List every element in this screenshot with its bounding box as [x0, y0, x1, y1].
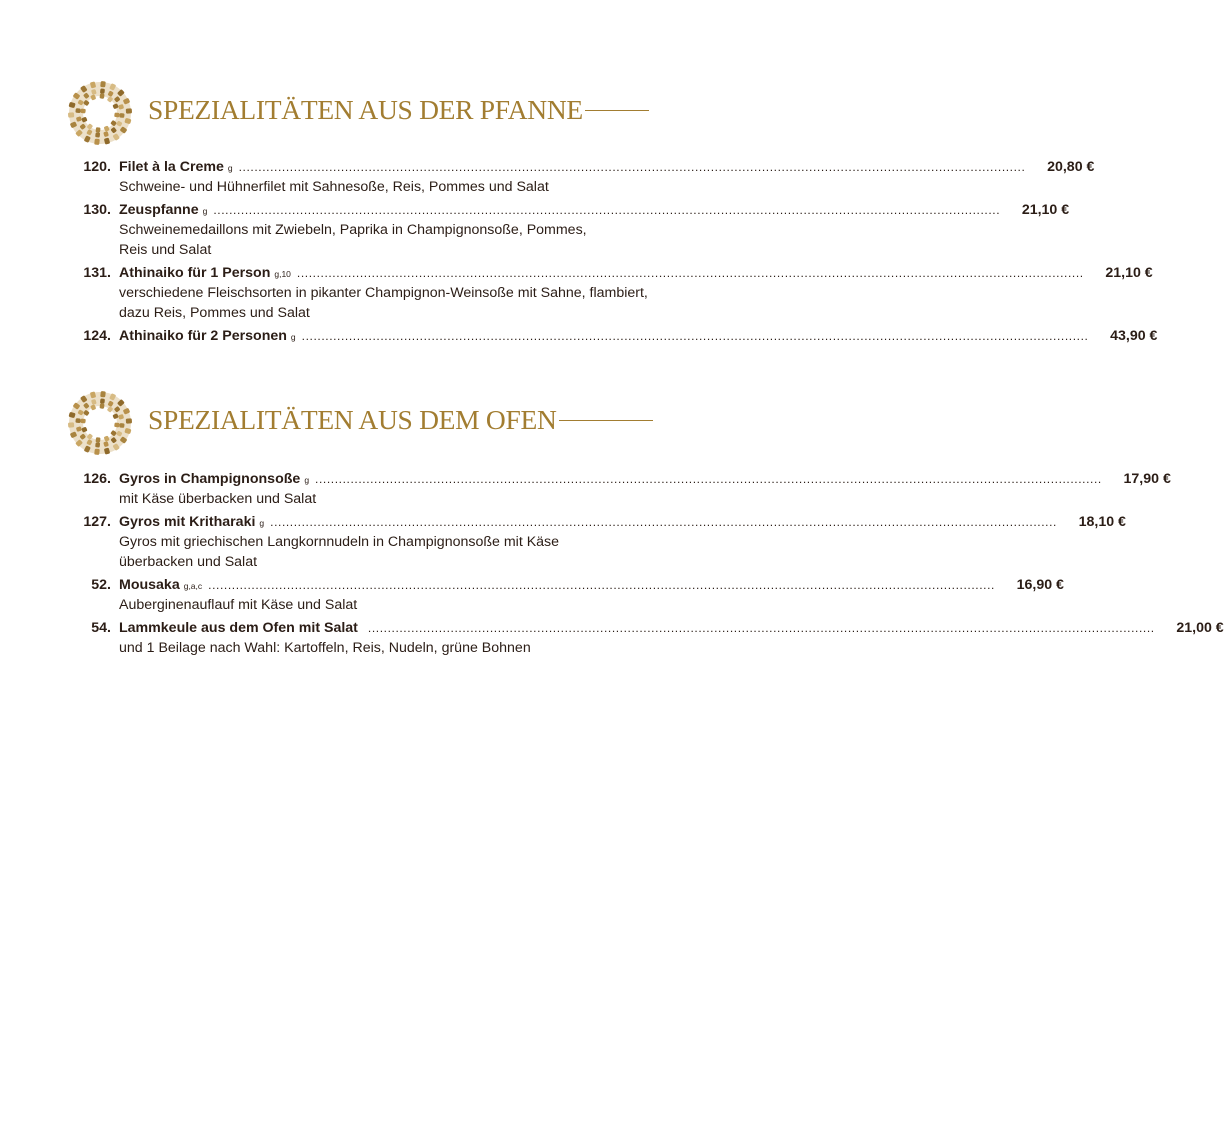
wreath-stone	[114, 112, 120, 117]
item-allergens: g,10	[274, 269, 291, 279]
menu-item	[68, 575, 1064, 615]
item-number: 126.	[83, 471, 111, 487]
section-header	[68, 82, 683, 144]
menu-item	[68, 512, 1126, 572]
item-description: Gyros mit griechischen Langkornnudeln in Champignonsoße mit Käse überbacken und Salat	[119, 534, 560, 570]
dot-leader: ........................................................................................................................................................................................................	[315, 472, 1102, 486]
item-number: 124.	[83, 328, 111, 344]
item-number: 127.	[83, 514, 111, 530]
menu-item	[68, 618, 1224, 658]
wreath-stone	[119, 113, 124, 118]
menu-item	[68, 326, 1158, 346]
menu-item	[68, 157, 1095, 197]
item-allergens: g	[202, 206, 208, 216]
item-name: Mousaka	[119, 577, 180, 593]
wreath-stone	[68, 422, 74, 427]
section-title	[148, 404, 653, 436]
section-header	[68, 392, 683, 454]
item-allergens: g	[227, 163, 233, 173]
item-name: Athinaiko für 2 Personen	[119, 328, 287, 344]
wreath-stone	[68, 112, 74, 117]
item-name: Athinaiko für 1 Person	[119, 265, 271, 281]
section-oven-specialties	[68, 392, 1224, 656]
item-allergens: g	[304, 475, 310, 485]
item-number: 52.	[91, 577, 111, 593]
laurel-wreath-icon	[68, 392, 132, 454]
wreath-stone	[94, 449, 100, 455]
wreath-stone	[100, 398, 105, 403]
item-description: verschiedene Fleischsorten in pikanter Champignon-Weinsoße mit Sahne, flambiert, dazu Reis, Pommes und Salat	[119, 285, 648, 321]
title-rule	[585, 110, 649, 111]
dot-leader: ........................................................................................................................................................................................................	[208, 578, 995, 592]
wreath-stone	[100, 93, 105, 99]
item-description: Auberginenauflauf mit Käse und Salat	[119, 597, 358, 613]
menu-item	[68, 263, 1153, 323]
section-title-text: SPEZIALITÄTEN AUS DEM OFEN	[148, 404, 557, 435]
section-pan-specialties	[68, 82, 1158, 344]
wreath-stone	[100, 88, 105, 93]
wreath-stone	[100, 81, 106, 87]
item-name: Filet à la Creme	[119, 159, 224, 175]
wreath-stone	[114, 422, 120, 427]
dot-leader: ........................................................................................................................................................................................................	[238, 160, 1026, 174]
item-number: 130.	[83, 202, 111, 218]
item-number: 120.	[83, 159, 111, 175]
dot-leader: ........................................................................................................................................................................................................	[213, 203, 1001, 217]
item-allergens: g,a,c	[183, 581, 203, 591]
item-name: Zeuspfanne	[119, 202, 199, 218]
item-name: Gyros mit Kritharaki	[119, 514, 256, 530]
item-price: 21,10 €	[1021, 202, 1070, 218]
section-title	[148, 94, 649, 126]
dot-leader: ........................................................................................................................................................................................................	[270, 515, 1057, 529]
item-price: 16,90 €	[1016, 577, 1064, 593]
item-price: 21,00 €	[1176, 620, 1224, 636]
item-allergens: g	[290, 332, 296, 342]
wreath-stone	[100, 391, 106, 397]
wreath-stone	[80, 418, 86, 423]
item-description: Schweine- und Hühnerfilet mit Sahnesoße, Reis, Pommes und Salat	[119, 179, 549, 195]
wreath-stone	[95, 132, 100, 137]
item-price: 21,10 €	[1105, 265, 1153, 281]
laurel-wreath-icon	[68, 82, 132, 144]
section-title-text: SPEZIALITÄTEN AUS DER PFANNE	[148, 94, 583, 125]
title-rule	[559, 420, 653, 421]
dot-leader: ........................................................................................................................................................................................................	[301, 329, 1089, 343]
wreath-stone	[96, 127, 101, 133]
item-allergens: g	[259, 518, 265, 528]
item-price: 20,80 €	[1047, 159, 1095, 175]
item-description: mit Käse überbacken und Salat	[119, 491, 317, 507]
item-name: Lammkeule aus dem Ofen mit Salat	[119, 620, 358, 636]
item-price: 17,90 €	[1123, 471, 1171, 487]
wreath-stone	[75, 108, 80, 113]
item-description: und 1 Beilage nach Wahl: Kartoffeln, Reis, Nudeln, grüne Bohnen	[119, 640, 531, 656]
item-name: Gyros in Champignonsoße	[119, 471, 301, 487]
wreath-stone	[126, 108, 132, 113]
wreath-stone	[126, 418, 132, 423]
item-description: Schweinemedaillons mit Zwiebeln, Paprika in Champignonsoße, Pommes, Reis und Salat	[119, 222, 587, 258]
wreath-stone	[100, 403, 105, 409]
item-price: 43,90 €	[1110, 328, 1158, 344]
menu-list	[68, 469, 1224, 661]
wreath-stone	[75, 418, 80, 423]
menu-item	[68, 200, 1070, 260]
wreath-stone	[119, 423, 124, 428]
wreath-stone	[95, 442, 100, 447]
item-price: 18,10 €	[1078, 514, 1126, 530]
wreath-stone	[96, 437, 101, 443]
menu-list	[68, 157, 1158, 349]
dot-leader: ........................................................................................................................................................................................................	[296, 266, 1084, 280]
wreath-stone	[80, 108, 86, 113]
menu-item	[68, 469, 1171, 509]
dot-leader: ........................................................................................................................................................................................................	[367, 621, 1155, 635]
item-number: 131.	[83, 265, 111, 281]
item-number: 54.	[91, 620, 111, 636]
wreath-stone	[94, 139, 100, 145]
